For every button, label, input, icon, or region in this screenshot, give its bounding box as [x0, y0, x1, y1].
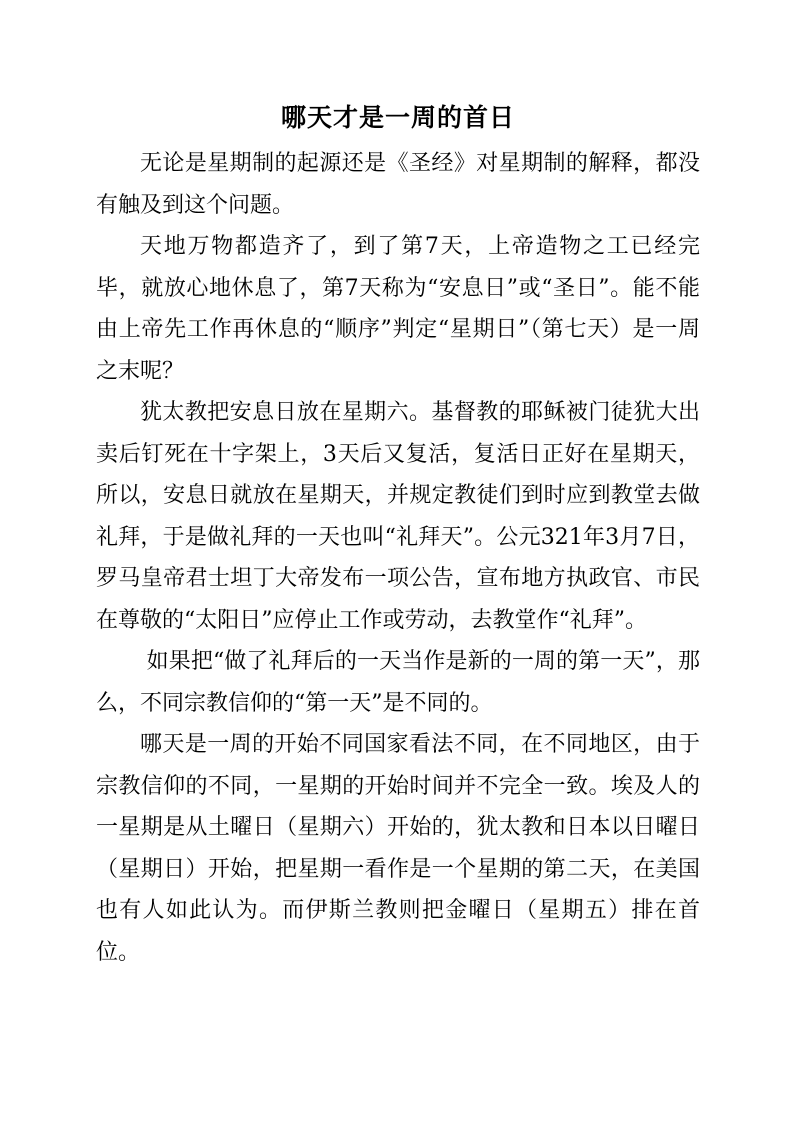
document-page — [96, 95, 700, 973]
paragraph-2: 天地万物都造齐了，到了第7天，上帝造物之工已经完毕，就放心地休息了，第7天称为“安息日”或“圣日”。能不能由上帝先工作再休息的“顺序”判定“星期日”（第七天）是一周之末呢？ — [96, 234, 700, 384]
document-title: 哪天才是一周的首日 — [280, 103, 515, 132]
paragraph-3: 犹太教把安息日放在星期六。基督教的耶稣被门徒犹大出卖后钉死在十字架上，3天后又复活，复活日正好在星期天，所以，安息日就放在星期天，并规定教徒们到时应到教堂去做礼拜，于是做礼拜的一天也叫“礼拜天”。公元321年3月7日，罗马皇帝君士坦丁大帝发布一项公告，宣布地方执政官、市民在尊敬的“太阳日”应停止工作或劳动，去教堂作“礼拜”。 — [96, 400, 700, 633]
paragraph-4: 如果把“做了礼拜后的一天当作是新的一周的第一天”，那么，不同宗教信仰的“第一天”是不同的。 — [96, 649, 700, 716]
paragraph-1: 无论是星期制的起源还是《圣经》对星期制的解释，都没有触及到这个问题。 — [96, 151, 700, 218]
paragraph-5: 哪天是一周的开始不同国家看法不同，在不同地区，由于宗教信仰的不同，一星期的开始时间并不完全一致。埃及人的一星期是从土曜日（星期六）开始的，犹太教和日本以日曜日（星期日）开始，把星期一看作是一个星期的第二天，在美国也有人如此认为。而伊斯兰教则把金曜日（星期五）排在首位。 — [96, 732, 700, 965]
